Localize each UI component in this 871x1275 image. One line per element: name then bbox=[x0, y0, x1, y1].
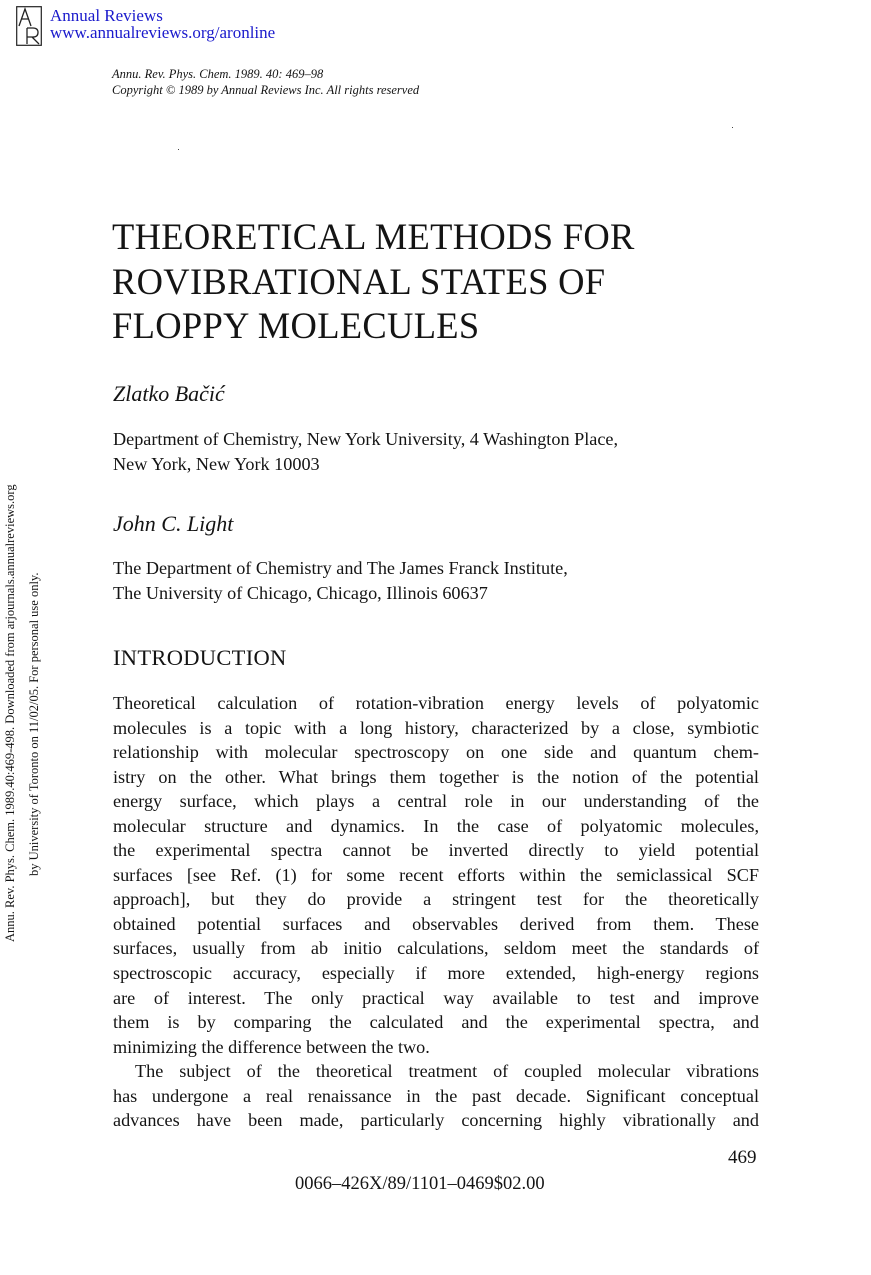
text-line: the experimental spectra cannot be inverted directly to yield potential bbox=[113, 840, 759, 861]
scan-speck bbox=[178, 149, 179, 150]
text-line: has undergone a real renaissance in the past decade. Significant conceptual bbox=[113, 1085, 759, 1106]
article-code: 0066–426X/89/1101–0469$02.00 bbox=[295, 1174, 545, 1194]
scan-speck bbox=[732, 127, 733, 128]
title-line: ROVIBRATIONAL STATES OF bbox=[112, 260, 606, 302]
copyright-notice: Copyright © 1989 by Annual Reviews Inc. All rights reserved bbox=[112, 83, 420, 97]
introduction-paragraph-1 bbox=[113, 691, 759, 1059]
download-notice-line1: Annu. Rev. Phys. Chem. 1989.40:469-498. Downloaded from arjournals.annualreviews.org bbox=[3, 484, 17, 942]
text-line: obtained potential surfaces and observables derived from them. These bbox=[113, 913, 759, 934]
affiliation-line: New York, New York 10003 bbox=[113, 453, 320, 474]
annual-reviews-logo-icon bbox=[16, 6, 42, 46]
text-line: energy surface, which plays a central role in our understanding of the bbox=[113, 791, 759, 812]
text-line: istry on the other. What brings them together is the notion of the potential bbox=[113, 766, 759, 787]
title-line: FLOPPY MOLECULES bbox=[112, 305, 480, 346]
text-line: molecules is a topic with a long history, characterized by a close, symbiotic bbox=[113, 717, 759, 738]
download-notice-line2: by University of Toronto on 11/02/05. For personal use only. bbox=[27, 572, 41, 876]
text-line: relationship with molecular spectroscopy on one side and quantum chem- bbox=[113, 742, 759, 763]
page-number: 469 bbox=[728, 1147, 757, 1168]
author-affiliation bbox=[113, 427, 618, 476]
text-line: Theoretical calculation of rotation-vibration energy levels of polyatomic bbox=[113, 693, 759, 713]
publisher-link[interactable]: Annual Reviews bbox=[50, 6, 163, 25]
text-line: surfaces, usually from ab initio calculations, seldom meet the standards of bbox=[113, 938, 759, 959]
text-line: molecular structure and dynamics. In the case of polyatomic molecules, bbox=[113, 815, 759, 836]
introduction-paragraph-2 bbox=[113, 1059, 759, 1133]
text-line: them is by comparing the calculated and the experimental spectra, and bbox=[113, 1012, 759, 1033]
text-line: approach], but they do provide a stringent test for the theoretically bbox=[113, 889, 759, 910]
title-line: THEORETICAL METHODS FOR bbox=[112, 216, 635, 257]
text-line: spectroscopic accuracy, especially if more extended, high-energy regions bbox=[113, 963, 759, 984]
text-line: surfaces [see Ref. (1) for some recent efforts within the semiclassical SCF bbox=[113, 864, 759, 885]
publisher-url-link[interactable]: www.annualreviews.org/aronline bbox=[50, 23, 276, 42]
affiliation-line: The Department of Chemistry and The James Franck Institute, bbox=[113, 558, 568, 578]
section-heading: INTRODUCTION bbox=[113, 645, 287, 670]
author-name: Zlatko Bačić bbox=[113, 381, 225, 406]
text-line: minimizing the difference between the two. bbox=[113, 1036, 430, 1057]
author-affiliation bbox=[113, 556, 568, 605]
text-line: advances have been made, particularly concerning highly vibrationally and bbox=[113, 1110, 759, 1131]
affiliation-line: The University of Chicago, Chicago, Illinois 60637 bbox=[113, 582, 488, 603]
article-title bbox=[112, 215, 812, 349]
journal-citation: Annu. Rev. Phys. Chem. 1989. 40: 469–98 bbox=[112, 67, 324, 81]
text-line: The subject of the theoretical treatment of coupled molecular vibrations bbox=[135, 1061, 759, 1081]
text-line: are of interest. The only practical way available to test and improve bbox=[113, 987, 759, 1008]
author-name: John C. Light bbox=[113, 511, 234, 536]
affiliation-line: Department of Chemistry, New York University, 4 Washington Place, bbox=[113, 429, 619, 449]
